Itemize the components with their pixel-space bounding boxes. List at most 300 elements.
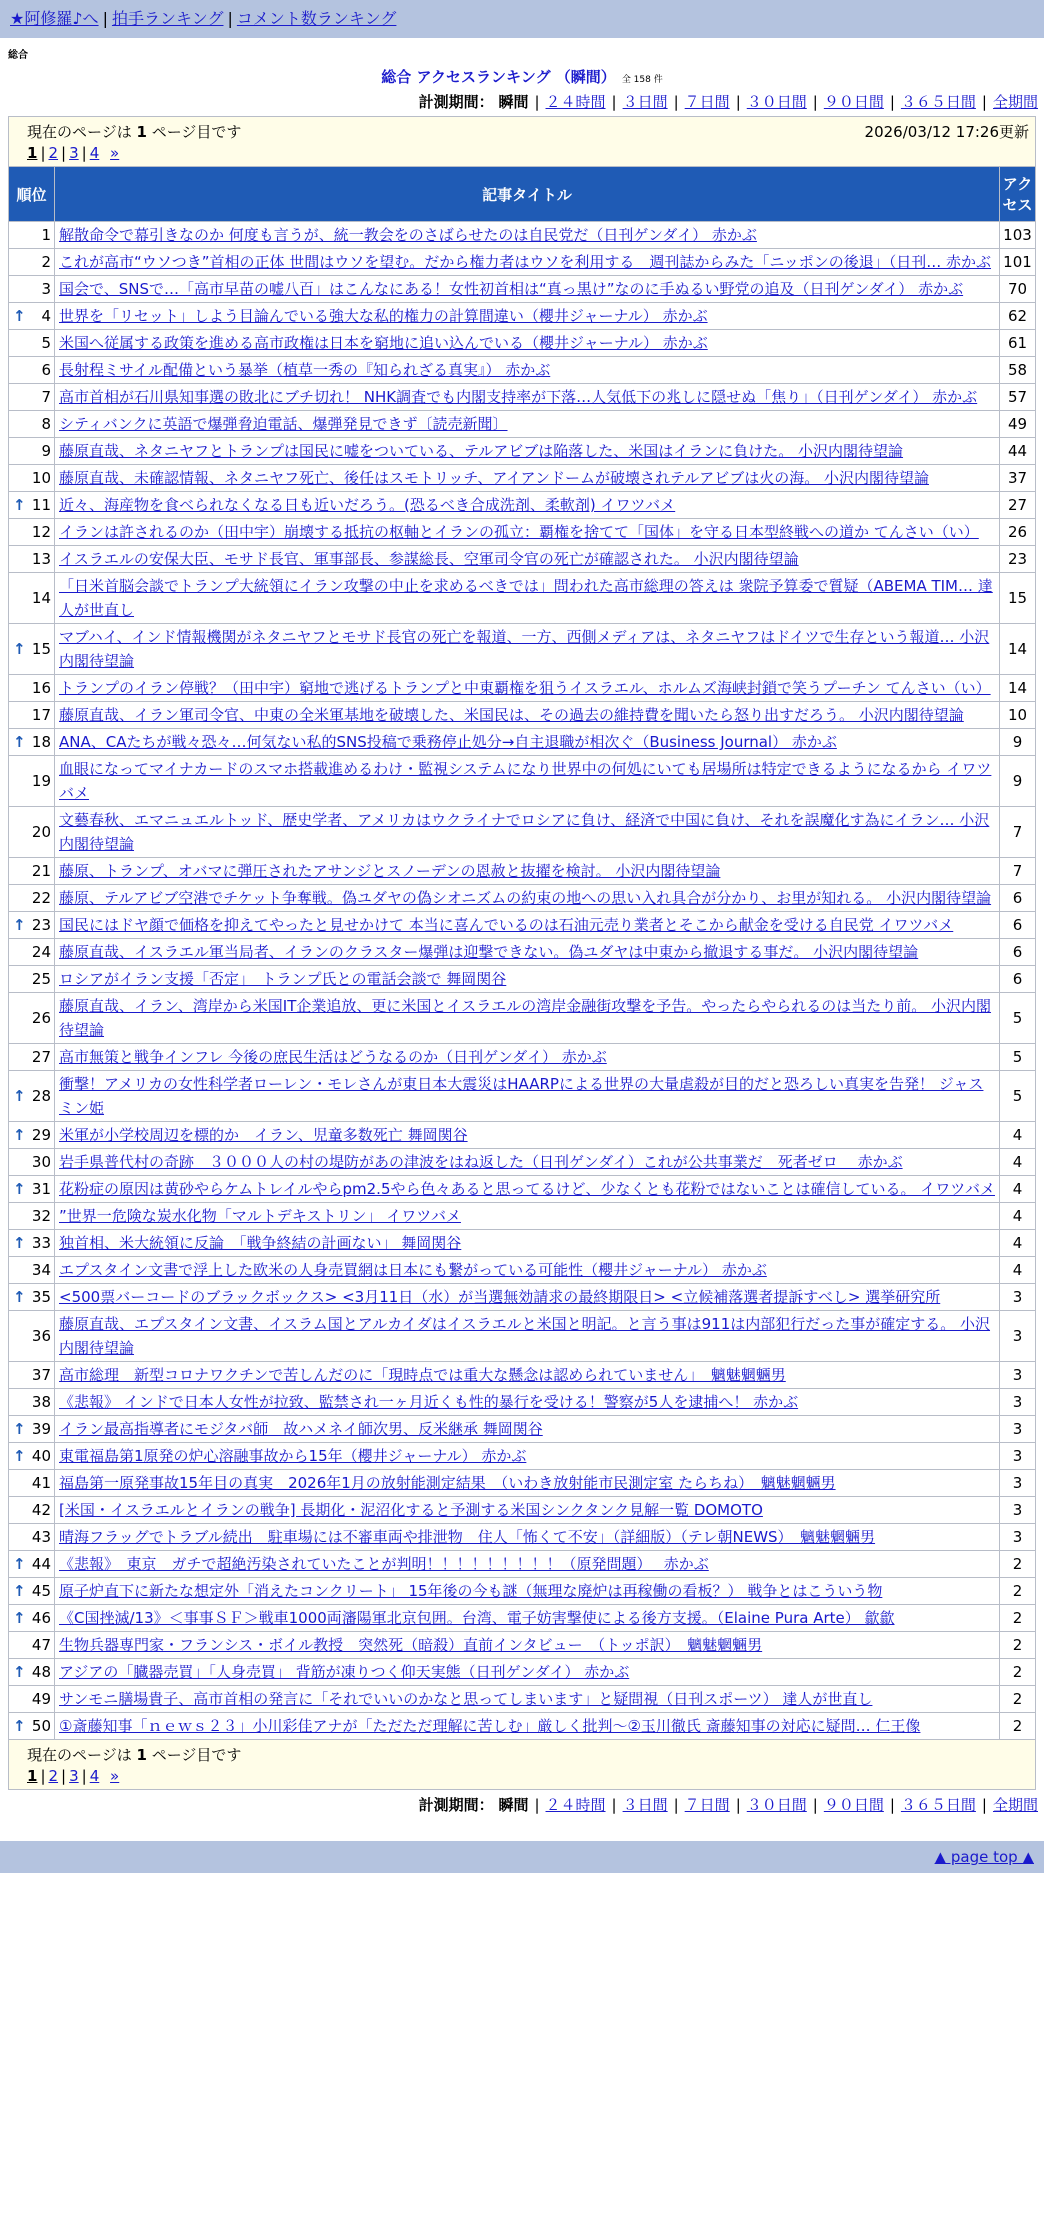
rank-cell <box>9 993 55 1044</box>
article-link[interactable]: 衝撃！アメリカの女性科学者ローレン・モレさんが東日本大震災はHAARPによる世界の大量虐殺が目的だと恐ろしい真実を告発！ ジャスミン姫 <box>59 1075 984 1117</box>
rank-cell <box>9 1659 55 1686</box>
rank-number: 49 <box>31 1690 51 1708</box>
article-link[interactable]: シティバンクに英語で爆弾脅迫電話、爆弾発見できず〔読売新聞〕 <box>59 415 508 433</box>
ranking-wrapper <box>8 116 1036 1790</box>
rank-number: 4 <box>41 307 51 325</box>
article-link[interactable]: 藤原直哉、未確認情報、ネタニヤフ死亡、後任はスモトリッチ、アイアンドームが破壊されテルアビブは火の海。 小沢内閣待望論 <box>59 469 929 487</box>
rank-cell <box>9 573 55 624</box>
rank-cell <box>9 1122 55 1149</box>
period-link-4[interactable]: ３０日間 <box>746 93 807 111</box>
rank-up-icon: ↑ <box>13 1555 26 1573</box>
article-link[interactable]: サンモニ膳場貴子、高市首相の発言に「それでいいのかなと思ってしまいます」と疑問視（日刊スポーツ） 達人が世直し <box>59 1690 873 1708</box>
article-link[interactable]: 独首相、米大統領に反論 「戦争終結の計画ない」 舞岡関谷 <box>59 1234 462 1252</box>
title-cell <box>55 1122 1000 1149</box>
access-count: 4 <box>999 1257 1035 1284</box>
rank-number: 33 <box>31 1234 51 1252</box>
title-cell <box>55 1071 1000 1122</box>
table-header-row <box>9 167 1036 222</box>
access-count: 4 <box>999 1176 1035 1203</box>
title-cell <box>55 807 1000 858</box>
article-link[interactable]: 高市総理 新型コロナワクチンで苦しんだのに「現時点では重大な懸念は認められていません」 魑魅魍魎男 <box>59 1366 786 1384</box>
period-separator: | <box>889 93 895 111</box>
article-link[interactable]: 藤原直哉、イラン、湾岸から米国IT企業追放、更に米国とイスラエルの湾岸金融街攻撃を予告。やったらやられるのは当たり前。 小沢内閣待望論 <box>59 997 992 1039</box>
table-row <box>9 885 1036 912</box>
article-link[interactable]: 藤原、トランプ、オバマに弾圧されたアサンジとスノーデンの恩赦と抜擢を検討。 小沢内閣待望論 <box>59 862 721 880</box>
access-count: 4 <box>999 1149 1035 1176</box>
page-link-3[interactable]: 3 <box>69 1767 79 1785</box>
article-link[interactable]: 国会で、SNSで…「高市早苗の嘘八百」はこんなにある！女性初首相は“真っ黒け”なのに手ぬるい野党の追及（日刊ゲンダイ） 赤かぶ <box>59 280 964 298</box>
rank-cell <box>9 303 55 330</box>
rank-column-header: 順位 <box>9 167 55 222</box>
title-cell <box>55 330 1000 357</box>
table-row <box>9 222 1036 249</box>
access-count: 2 <box>999 1686 1035 1713</box>
rank-cell <box>9 1686 55 1713</box>
rank-cell <box>9 438 55 465</box>
access-count: 14 <box>999 624 1035 675</box>
rank-cell <box>9 1149 55 1176</box>
article-link[interactable]: ”世界一危険な炭水化物「マルトデキストリン」 イワツバメ <box>59 1207 461 1225</box>
rank-number: 44 <box>31 1555 51 1573</box>
article-link[interactable]: [米国・イスラエルとイランの戦争] 長期化・泥沼化すると予測する米国シンクタンク見解一覧 DOMOTO <box>59 1501 763 1519</box>
rank-cell <box>9 1044 55 1071</box>
page-info-cell <box>9 1740 1036 1790</box>
article-link[interactable]: 《C国挫滅/13》＜事事ＳＦ＞戦車1000両瀋陽軍北京包囲。台湾、電子妨害撃使による後方支援。（Elaine Pura Arte） 歙歙 <box>59 1609 895 1627</box>
next-page-link[interactable]: » <box>110 144 120 162</box>
rank-number: 39 <box>31 1420 51 1438</box>
article-link[interactable]: ①斎藤知事「ｎｅｗｓ２３」小川彩佳アナが「ただただ理解に苦しむ」厳しく批判～②玉川徹氏 斎藤知事の対応に疑問… 仁王像 <box>59 1717 921 1735</box>
article-link[interactable]: 長射程ミサイル配備という暴挙（植草一秀の『知られざる真実』） 赤かぶ <box>59 361 551 379</box>
period-separator: | <box>534 93 540 111</box>
rank-number: 13 <box>31 550 51 568</box>
rank-cell <box>9 492 55 519</box>
rank-cell <box>9 357 55 384</box>
page-title <box>0 66 1044 87</box>
rank-number: 16 <box>31 679 51 697</box>
current-page-number: 1 <box>136 1746 147 1764</box>
table-row <box>9 438 1036 465</box>
access-count: 2 <box>999 1659 1035 1686</box>
access-count: 27 <box>999 492 1035 519</box>
rank-number: 27 <box>31 1048 51 1066</box>
title-cell <box>55 1443 1000 1470</box>
period-link-1[interactable]: ２４時間 <box>545 1796 606 1814</box>
access-count: 23 <box>999 546 1035 573</box>
rank-up-icon: ↑ <box>13 916 26 934</box>
access-count: 7 <box>999 807 1035 858</box>
rank-cell <box>9 1176 55 1203</box>
rank-number: 15 <box>31 640 51 658</box>
page-separator: | <box>40 144 46 162</box>
period-separator: | <box>673 93 679 111</box>
table-row <box>9 1071 1036 1122</box>
pagination-bottom <box>15 1767 1029 1785</box>
table-row <box>9 1659 1036 1686</box>
rank-number: 42 <box>31 1501 51 1519</box>
table-row <box>9 1551 1036 1578</box>
category-label: 総合 <box>8 50 28 61</box>
rank-cell <box>9 1311 55 1362</box>
page-text-pre: 現在のページは <box>27 123 132 141</box>
page-separator: | <box>81 144 87 162</box>
article-link[interactable]: 米国へ従属する政策を進める高市政権は日本を窮地に追い込んでいる（櫻井ジャーナル） 赤かぶ <box>59 334 708 352</box>
article-link[interactable]: イランは許されるのか（田中宇）崩壊する抵抗の枢軸とイランの孤立：覇権を捨てて「国体」を守る日本型終戦への道か てんさい（い） <box>59 523 979 541</box>
title-column-header: 記事タイトル <box>55 167 1000 222</box>
updated-time: 2026/03/12 17:26更新 <box>864 123 1029 141</box>
rank-cell <box>9 1284 55 1311</box>
access-count: 26 <box>999 519 1035 546</box>
footer-bar <box>0 1841 1044 1873</box>
article-link[interactable]: 「日米首脳会談でトランプ大統領にイラン攻撃の中止を求めるべきでは」問われた高市総理の答えは 衆院予算委で質疑（ABEMA TIM… 達人が世直し <box>59 577 993 619</box>
article-link[interactable]: 藤原直哉、イラン軍司令官、中東の全米軍基地を破壊した、米国民は、その過去の維持費を聞いたら怒り出すだろう。 小沢内閣待望論 <box>59 706 964 724</box>
article-link[interactable]: ロシアがイラン支援「否定」 トランプ氏との電話会談で 舞岡関谷 <box>59 970 507 988</box>
article-link[interactable]: 藤原直哉、イスラエル軍当局者、イランのクラスター爆弾は迎撃できない。偽ユダヤは中東から撤退する事だ。 小沢内閣待望論 <box>59 943 919 961</box>
rank-number: 11 <box>31 496 51 514</box>
clap-ranking-link[interactable]: 拍手ランキング <box>111 9 224 28</box>
rank-number: 30 <box>31 1153 51 1171</box>
title-cell <box>55 1311 1000 1362</box>
article-link[interactable]: 岩手県普代村の奇跡 ３０００人の村の堤防があの津波をはね返した（日刊ゲンダイ）これが公共事業だ 死者ゼロ 赤かぶ <box>59 1153 903 1171</box>
rank-cell <box>9 1713 55 1740</box>
page-text-post: ページ目です <box>151 123 242 141</box>
period-link-3[interactable]: ７日間 <box>684 1796 730 1814</box>
period-separator: | <box>889 1796 895 1814</box>
title-cell <box>55 546 1000 573</box>
article-link[interactable]: 血眼になってマイナカードのスマホ搭載進めるわけ・監視システムになり世界中の何処にいても居場所は特定できるようになるから イワツバメ <box>59 760 992 802</box>
top-nav-bar <box>0 0 1044 38</box>
rank-cell <box>9 807 55 858</box>
home-link[interactable]: ★阿修羅♪へ <box>10 9 99 28</box>
table-row <box>9 384 1036 411</box>
article-link[interactable]: 花粉症の原因は黄砂やらケムトレイルやらpm2.5やら色々あると思ってるけど、少なくとも花粉ではないことは確信している。 イワツバメ <box>59 1180 995 1198</box>
rank-cell <box>9 1257 55 1284</box>
table-row <box>9 1605 1036 1632</box>
table-row <box>9 939 1036 966</box>
access-count: 4 <box>999 1230 1035 1257</box>
title-cell <box>55 1389 1000 1416</box>
article-link[interactable]: アジアの「臓器売買」「人身売買」 背筋が凍りつく仰天実態（日刊ゲンダイ） 赤かぶ <box>59 1663 630 1681</box>
title-cell <box>55 357 1000 384</box>
rank-number: 22 <box>31 889 51 907</box>
title-cell <box>55 1551 1000 1578</box>
rank-number: 10 <box>31 469 51 487</box>
article-link[interactable]: 近々、海産物を食べられなくなる日も近いだろう。(恐るべき合成洗剤、柔軟剤) イワツバメ <box>59 496 676 514</box>
rank-cell <box>9 939 55 966</box>
rank-up-icon: ↑ <box>13 1420 26 1438</box>
page-info-line <box>15 121 1029 142</box>
rank-number: 26 <box>31 1009 51 1027</box>
period-link-7[interactable]: 全期間 <box>992 1796 1038 1814</box>
article-link[interactable]: マブハイ、インド情報機関がネタニヤフとモサド長官の死亡を報道、一方、西側メディアは、ネタニヤフはドイツで生存という報道… 小沢内閣待望論 <box>59 628 990 670</box>
table-row <box>9 624 1036 675</box>
title-cell <box>55 1578 1000 1605</box>
article-link[interactable]: イスラエルの安保大臣、モサド長官、軍事部長、参謀総長、空軍司令官の死亡が確認された。 小沢内閣待望論 <box>59 550 799 568</box>
page-current: 1 <box>27 144 38 162</box>
period-link-5[interactable]: ９０日間 <box>823 93 884 111</box>
access-count: 10 <box>999 702 1035 729</box>
rank-cell <box>9 519 55 546</box>
article-link[interactable]: 高市無策と戦争インフレ 今後の庶民生活はどうなるのか（日刊ゲンダイ） 赤かぶ <box>59 1048 607 1066</box>
access-count: 3 <box>999 1311 1035 1362</box>
article-link[interactable]: 《悲報》 インドで日本人女性が拉致、監禁され一ヶ月近くも性的暴行を受ける！警察が5人を逮捕へ！ 赤かぶ <box>59 1393 799 1411</box>
title-cell <box>55 1362 1000 1389</box>
access-count: 2 <box>999 1551 1035 1578</box>
access-count: 62 <box>999 303 1035 330</box>
rank-number: 17 <box>31 706 51 724</box>
article-link[interactable]: イラン最高指導者にモジタバ師 故ハメネイ師次男、反米継承 舞岡関谷 <box>59 1420 543 1438</box>
page-separator <box>99 1767 110 1785</box>
table-row <box>9 912 1036 939</box>
rank-cell <box>9 411 55 438</box>
table-row <box>9 465 1036 492</box>
table-row <box>9 1497 1036 1524</box>
article-link[interactable]: 生物兵器専門家・フランシス・ボイル教授 突然死（暗殺）直前インタビュー （トッポ訳） 魑魅魍魎男 <box>59 1636 763 1654</box>
period-link-4[interactable]: ３０日間 <box>746 1796 807 1814</box>
rank-number: 2 <box>41 253 51 271</box>
table-row <box>9 729 1036 756</box>
page-link-2[interactable]: 2 <box>48 1767 59 1785</box>
rank-up-icon: ↑ <box>13 1288 26 1306</box>
article-link[interactable]: 原子炉直下に新たな想定外「消えたコンクリート」 15年後の今も謎（無理な廃炉は再稼働の看板？） 戦争とはこういう物 <box>59 1582 883 1600</box>
access-count: 3 <box>999 1284 1035 1311</box>
article-link[interactable]: 文藝春秋、エマニュエルトッド、歴史学者、アメリカはウクライナでロシアに負け、経済で中国に負け、それを誤魔化す為にイラン… 小沢内閣待望論 <box>59 811 990 853</box>
comment-ranking-link[interactable]: コメント数ランキング <box>236 9 397 28</box>
article-link[interactable]: 東電福島第1原発の炉心溶融事故から15年（櫻井ジャーナル） 赤かぶ <box>59 1447 527 1465</box>
title-cell <box>55 756 1000 807</box>
rank-number: 40 <box>31 1447 51 1465</box>
rank-up-icon: ↑ <box>13 1126 26 1144</box>
rank-cell <box>9 756 55 807</box>
page-top-link[interactable]: ▲ page top ▲ <box>934 1848 1034 1866</box>
rank-cell <box>9 222 55 249</box>
rank-number: 34 <box>31 1261 51 1279</box>
table-row <box>9 1284 1036 1311</box>
rank-number: 23 <box>31 916 51 934</box>
title-cell <box>55 222 1000 249</box>
rank-number: 18 <box>31 733 51 751</box>
rank-number: 47 <box>31 1636 51 1654</box>
article-link[interactable]: ANA、CAたちが戦々恐々…何気ない私的SNS投稿で乗務停止処分→自主退職が相次ぐ（Business Journal） 赤かぶ <box>59 733 837 751</box>
table-row <box>9 330 1036 357</box>
article-link[interactable]: 晴海フラッグでトラブル続出 駐車場には不審車両や排泄物 住人「怖くて不安」（詳細版）（テレ朝NEWS） 魑魅魍魎男 <box>59 1528 876 1546</box>
article-link[interactable]: これが高市“ウソつき”首相の正体 世間はウソを望む。だから権力者はウソを利用する 週刊誌からみた「ニッポンの後退」（日刊… 赤かぶ <box>59 253 991 271</box>
rank-cell <box>9 912 55 939</box>
current-page-text <box>15 1744 1029 1765</box>
table-row <box>9 249 1036 276</box>
article-link[interactable]: 福島第一原発事故15年目の真実 2026年1月の放射能測定結果 （いわき放射能市民測定室 たらちね） 魑魅魍魎男 <box>59 1474 836 1492</box>
access-column-header: アクセス <box>999 167 1035 222</box>
page-info-cell <box>9 117 1036 167</box>
table-row <box>9 1044 1036 1071</box>
page-separator <box>99 144 110 162</box>
table-row <box>9 1578 1036 1605</box>
rank-cell <box>9 729 55 756</box>
title-cell <box>55 1203 1000 1230</box>
rank-cell <box>9 1389 55 1416</box>
title-cell <box>55 1176 1000 1203</box>
rank-cell <box>9 675 55 702</box>
nav-separator: | <box>102 9 108 28</box>
period-current: 瞬間 <box>498 1796 529 1814</box>
access-count: 49 <box>999 411 1035 438</box>
period-link-1[interactable]: ２４時間 <box>545 93 606 111</box>
table-row <box>9 1257 1036 1284</box>
table-row <box>9 1149 1036 1176</box>
title-cell <box>55 438 1000 465</box>
page-text-post: ページ目です <box>151 1746 242 1764</box>
period-link-6[interactable]: ３６５日間 <box>900 1796 976 1814</box>
rank-number: 25 <box>31 970 51 988</box>
rank-number: 24 <box>31 943 51 961</box>
rank-up-icon: ↑ <box>13 1582 26 1600</box>
rank-number: 38 <box>31 1393 51 1411</box>
title-cell <box>55 1257 1000 1284</box>
table-row <box>9 1362 1036 1389</box>
page-current: 1 <box>27 1767 38 1785</box>
next-page-link[interactable]: » <box>110 1767 120 1785</box>
access-count: 3 <box>999 1389 1035 1416</box>
access-count: 61 <box>999 330 1035 357</box>
page-link-3[interactable]: 3 <box>69 144 79 162</box>
table-row <box>9 1416 1036 1443</box>
access-count: 3 <box>999 1524 1035 1551</box>
title-cell <box>55 675 1000 702</box>
table-row <box>9 303 1036 330</box>
access-count: 101 <box>999 249 1035 276</box>
table-row <box>9 546 1036 573</box>
access-count: 2 <box>999 1605 1035 1632</box>
rank-number: 6 <box>41 361 51 379</box>
title-cell <box>55 1632 1000 1659</box>
article-link[interactable]: 解散命令で幕引きなのか 何度も言うが、統一教会をのさばらせたのは自民党だ（日刊ゲンダイ） 赤かぶ <box>59 226 757 244</box>
rank-number: 29 <box>31 1126 51 1144</box>
period-link-3[interactable]: ７日間 <box>684 93 730 111</box>
article-link[interactable]: 米軍が小学校周辺を標的か イラン、児童多数死亡 舞岡関谷 <box>59 1126 468 1144</box>
article-link[interactable]: トランプのイラン停戦？（田中宇）窮地で逃げるトランプと中東覇権を狙うイスラエル、ホルムズ海峡封鎖で笑うプーチン てんさい（い） <box>59 679 991 697</box>
page-link-4[interactable]: 4 <box>89 144 100 162</box>
rank-up-icon: ↑ <box>13 1087 26 1105</box>
rank-number: 36 <box>31 1327 51 1345</box>
table-row <box>9 1311 1036 1362</box>
rank-number: 7 <box>41 388 51 406</box>
period-current: 瞬間 <box>498 93 529 111</box>
title-cell <box>55 1659 1000 1686</box>
nav-separator: | <box>227 9 233 28</box>
title-cell <box>55 519 1000 546</box>
title-cell <box>55 1497 1000 1524</box>
rank-up-icon: ↑ <box>13 1663 26 1681</box>
table-row <box>9 573 1036 624</box>
period-link-2[interactable]: ３日間 <box>622 93 668 111</box>
article-link[interactable]: 高市首相が石川県知事選の敗北にブチ切れ！ NHK調査でも内閣支持率が下落…人気低下の兆しに隠せぬ「焦り」（日刊ゲンダイ） 赤かぶ <box>59 388 978 406</box>
table-row <box>9 357 1036 384</box>
rank-cell <box>9 1578 55 1605</box>
rank-cell <box>9 1605 55 1632</box>
article-link[interactable]: エプスタイン文書で浮上した欧米の人身売買網は日本にも繋がっている可能性（櫻井ジャーナル） 赤かぶ <box>59 1261 767 1279</box>
article-link[interactable]: 国民にはドヤ顔で価格を抑えてやったと見せかけて 本当に喜んでいるのは石油元売り業者とそこから献金を受ける自民党 イワツバメ <box>59 916 954 934</box>
period-link-2[interactable]: ３日間 <box>622 1796 668 1814</box>
rank-cell <box>9 1632 55 1659</box>
rank-number: 9 <box>41 442 51 460</box>
period-selector-bottom <box>0 1790 1044 1819</box>
title-cell <box>55 249 1000 276</box>
period-separator: | <box>981 1796 987 1814</box>
article-link[interactable]: 藤原、テルアビブ空港でチケット争奪戦。偽ユダヤの偽シオニズムの約束の地への思い入れ具合が分かり、お里が知れる。 小沢内閣待望論 <box>59 889 992 907</box>
period-separator: | <box>673 1796 679 1814</box>
rank-number: 28 <box>31 1087 51 1105</box>
access-count: 9 <box>999 756 1035 807</box>
article-link[interactable]: 《悲報》 東京 ガチで超絶汚染されていたことが判明！！！！！！！！！（原発問題） 赤かぶ <box>59 1555 709 1573</box>
title-cell <box>55 303 1000 330</box>
title-cell <box>55 1524 1000 1551</box>
ranking-heading: 総合 アクセスランキング （瞬間） <box>381 68 616 86</box>
access-count: 2 <box>999 1578 1035 1605</box>
title-cell <box>55 993 1000 1044</box>
access-count: 4 <box>999 1122 1035 1149</box>
access-count: 44 <box>999 438 1035 465</box>
period-link-6[interactable]: ３６５日間 <box>900 93 976 111</box>
rank-number: 48 <box>31 1663 51 1681</box>
table-row <box>9 276 1036 303</box>
rank-cell <box>9 1230 55 1257</box>
rank-cell <box>9 1203 55 1230</box>
rank-number: 46 <box>31 1609 51 1627</box>
rank-number: 20 <box>31 823 51 841</box>
article-link[interactable]: 藤原直哉、ネタニヤフとトランプは国民に嘘をついている、テルアビブは陥落した、米国はイランに負けた。 小沢内閣待望論 <box>59 442 904 460</box>
rank-cell <box>9 1524 55 1551</box>
rank-number: 45 <box>31 1582 51 1600</box>
rank-cell <box>9 1416 55 1443</box>
rank-number: 35 <box>31 1288 51 1306</box>
article-link[interactable]: <500票バーコードのブラックボックス> <3月11日（水）が当選無効請求の最終期限日> <立候補落選者提訴すべし> 選挙研究所 <box>59 1288 941 1306</box>
access-count: 14 <box>999 675 1035 702</box>
title-cell <box>55 492 1000 519</box>
rank-cell <box>9 1551 55 1578</box>
current-page-text <box>15 121 241 142</box>
title-cell <box>55 966 1000 993</box>
table-row <box>9 1686 1036 1713</box>
page-link-2[interactable]: 2 <box>48 144 59 162</box>
rank-cell <box>9 546 55 573</box>
access-count: 9 <box>999 729 1035 756</box>
rank-number: 41 <box>31 1474 51 1492</box>
rank-up-icon: ↑ <box>13 307 26 325</box>
ranking-table <box>8 116 1036 1790</box>
total-count: 全 158 件 <box>621 75 663 85</box>
rank-cell <box>9 1470 55 1497</box>
page-separator: | <box>61 1767 67 1785</box>
rank-cell <box>9 702 55 729</box>
rank-up-icon: ↑ <box>13 496 26 514</box>
article-link[interactable]: 藤原直哉、エプスタイン文書、イスラム国とアルカイダはイスラエルと米国と明記。と言う事は911は内部犯行だった事が確定する。 小沢内閣待望論 <box>59 1315 991 1357</box>
page-link-4[interactable]: 4 <box>89 1767 100 1785</box>
rank-up-icon: ↑ <box>13 1717 26 1735</box>
period-label: 計測期間： <box>418 93 494 111</box>
title-cell <box>55 858 1000 885</box>
rank-cell <box>9 1497 55 1524</box>
period-link-5[interactable]: ９０日間 <box>823 1796 884 1814</box>
rank-up-icon: ↑ <box>13 640 26 658</box>
access-count: 2 <box>999 1632 1035 1659</box>
period-link-7[interactable]: 全期間 <box>992 93 1038 111</box>
pagination-top <box>15 144 1029 162</box>
title-cell <box>55 702 1000 729</box>
table-row <box>9 1203 1036 1230</box>
article-link[interactable]: 世界を「リセット」しよう目論んでいる強大な私的権力の計算間違い（櫻井ジャーナル） 赤かぶ <box>59 307 708 325</box>
period-separator: | <box>735 1796 741 1814</box>
access-count: 57 <box>999 384 1035 411</box>
access-count: 3 <box>999 1416 1035 1443</box>
